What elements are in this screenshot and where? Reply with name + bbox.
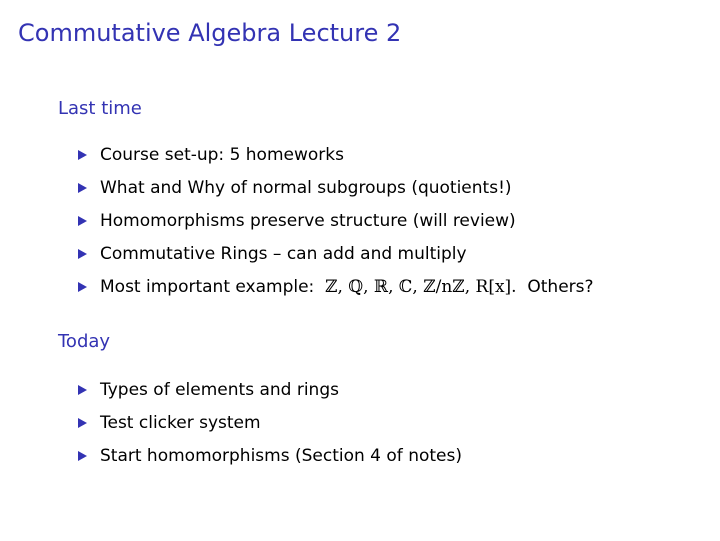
slide-title: Commutative Algebra Lecture 2: [18, 19, 402, 47]
list-item-text: Homomorphisms preserve structure (will review): [100, 210, 516, 231]
triangle-bullet-icon: [78, 418, 87, 428]
triangle-bullet-icon: [78, 216, 87, 226]
triangle-bullet-icon: [78, 249, 87, 259]
list-item: [78, 171, 594, 204]
list-item: [78, 439, 462, 472]
triangle-bullet-icon: [78, 451, 87, 461]
triangle-bullet-icon: [78, 183, 87, 193]
last-time-list: [78, 138, 594, 303]
example-lead-text: Most important example:: [100, 276, 315, 297]
list-item-text: Types of elements and rings: [100, 379, 339, 400]
list-item-text: [100, 275, 594, 299]
today-list: [78, 373, 462, 472]
list-item: [78, 138, 594, 171]
example-math: ℤ, ℚ, ℝ, ℂ, ℤ/nℤ, R[x].: [325, 276, 517, 297]
list-item-text: Start homomorphisms (Section 4 of notes): [100, 445, 462, 466]
today-heading: Today: [58, 331, 111, 352]
list-item-text: Test clicker system: [100, 412, 261, 433]
list-item: [78, 204, 594, 237]
triangle-bullet-icon: [78, 385, 87, 395]
list-item-example: [78, 270, 594, 303]
list-item-text: What and Why of normal subgroups (quotients!): [100, 177, 512, 198]
example-tail-text: Others?: [527, 276, 594, 297]
list-item: [78, 373, 462, 406]
list-item: [78, 237, 594, 270]
list-item-text: Commutative Rings – can add and multiply: [100, 243, 467, 264]
triangle-bullet-icon: [78, 282, 87, 292]
last-time-heading: Last time: [58, 98, 142, 119]
list-item-text: Course set-up: 5 homeworks: [100, 144, 344, 165]
triangle-bullet-icon: [78, 150, 87, 160]
list-item: [78, 406, 462, 439]
